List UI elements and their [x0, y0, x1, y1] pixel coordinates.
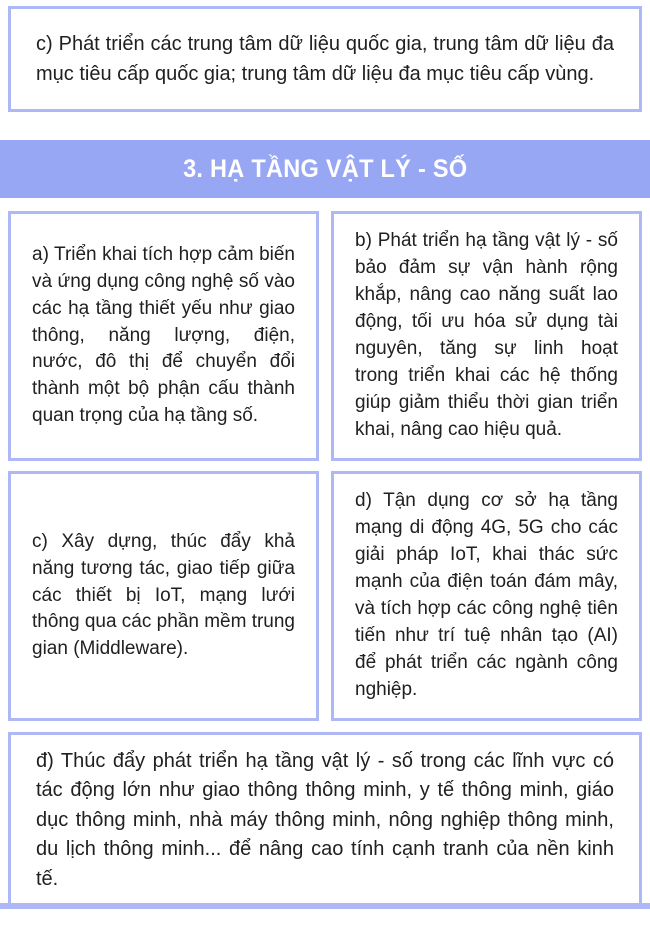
- item-d-text: d) Tận dụng cơ sở hạ tầng mạng di động 4G, 5G cho các giải pháp IoT, khai thác sức mạnh của điện toán đám mây, và tích hợp các công nghệ tiên tiến như trí tuệ nhân tạo (AI) để phát triển các ngành công nghiệp.: [355, 490, 618, 700]
- item-a-text: a) Triển khai tích hợp cảm biến và ứng dụng công nghệ số vào các hạ tầng thiết yếu như giao thông, năng lượng, điện, nước, đô thị để chuyển đổi thành một bộ phận cấu thành quan trọng của hạ tầng số.: [32, 243, 295, 427]
- section-title: 3. HẠ TẦNG VẬT LÝ - SỐ: [182, 154, 468, 183]
- item-c-text: c) Xây dựng, thúc đẩy khả năng tương tác, giao tiếp giữa các thiết bị IoT, mạng lưới thông qua các phần mềm trung gian (Middleware).: [32, 530, 296, 660]
- intro-card: [8, 6, 642, 112]
- card-item-c: [8, 471, 319, 721]
- section-header-banner: [0, 140, 650, 198]
- infographic-page: [0, 6, 650, 909]
- footer-card: [8, 732, 642, 909]
- item-b-text: b) Phát triển hạ tầng vật lý - số bảo đảm sự vận hành rộng khắp, nâng cao năng suất lao động, tối ưu hóa sử dụng tài nguyên, tăng sự linh hoạt trong triển khai các hệ thống giúp giảm thiểu thời gian triển khai, nâng cao hiệu quả.: [355, 230, 618, 440]
- card-item-d: [331, 471, 642, 721]
- items-grid: [8, 211, 642, 721]
- card-item-b: [331, 211, 642, 461]
- card-item-a: [8, 211, 319, 461]
- intro-text: c) Phát triển các trung tâm dữ liệu quốc gia, trung tâm dữ liệu đa mục tiêu cấp quốc gia; trung tâm dữ liệu đa mục tiêu cấp vùng.: [36, 33, 614, 85]
- next-section-strip: [0, 903, 650, 909]
- footer-text: đ) Thúc đẩy phát triển hạ tầng vật lý - số trong các lĩnh vực có tác động lớn như giao thông thông minh, y tế thông minh, giáo dục thông minh, nhà máy thông minh, nông nghiệp thông minh, du lịch thông minh... để nâng cao tính cạnh tranh của nền kinh tế.: [36, 749, 614, 890]
